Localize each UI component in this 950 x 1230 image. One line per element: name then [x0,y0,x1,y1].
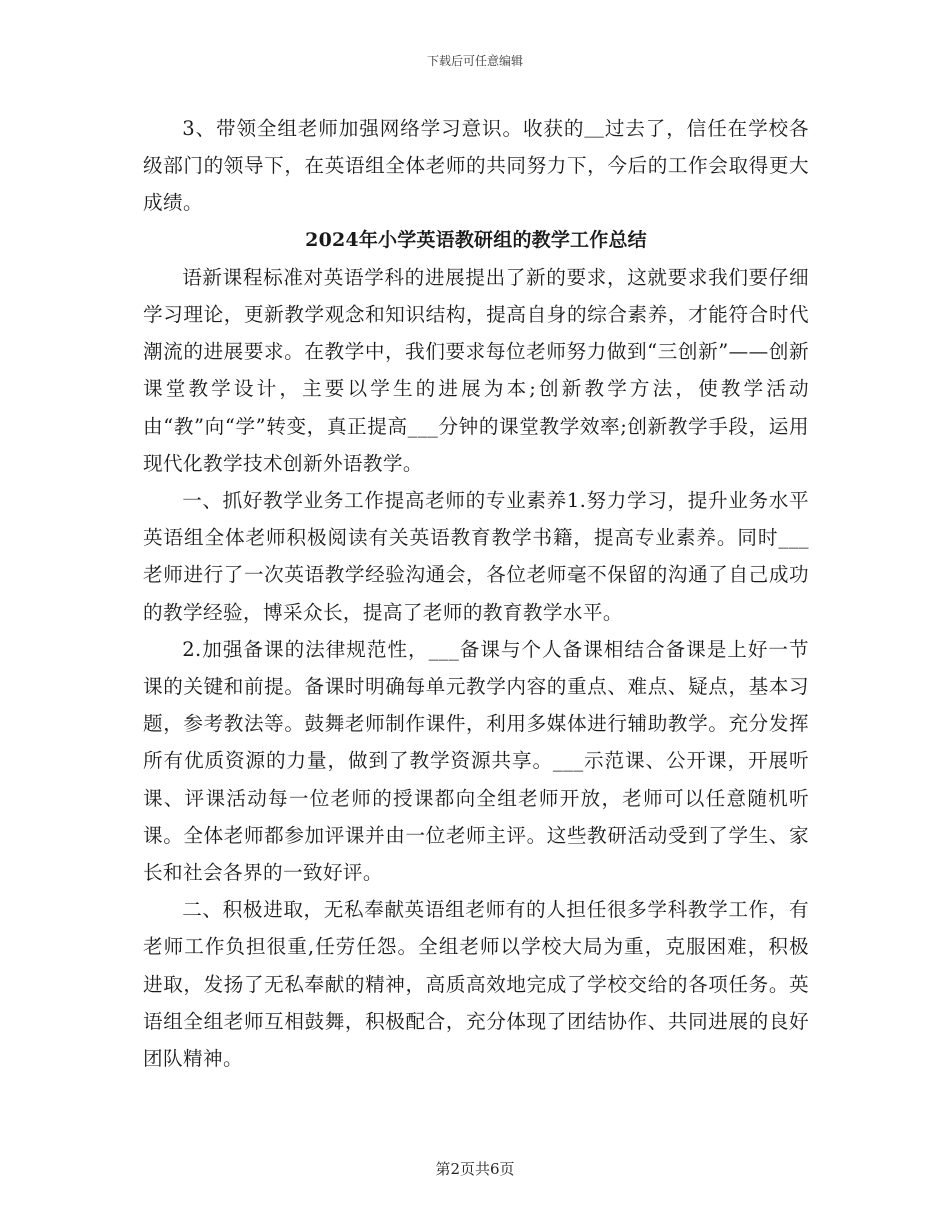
paragraph-intro: 3、带领全组老师加强网络学习意识。收获的＿过去了，信任在学校各级部门的领导下，在英语组全体老师的共同努力下，今后的工作会取得更大成绩。 [143,117,809,215]
paragraph-2: 一、抓好教学业务工作提高老师的专业素养1.努力学习，提升业务水平英语组全体老师积极阅读有关英语教育教学书籍，提高专业素养。同时___老师进行了一次英语教学经验沟通会，各位老师毫不保留的沟通了自己成功的教学经验，博采众长，提高了老师的教育教学水平。 [143,489,809,624]
page-header: 下载后可任意编辑 [426,54,523,68]
paragraph-3: 2.加强备课的法律规范性，___备课与个人备课相结合备课是上好一节课的关键和前提。备课时明确每单元教学内容的重点、难点、疑点，基本习题，参考教法等。鼓舞老师制作课件，利用多媒体进行辅助教学。充分发挥所有优质资源的力量，做到了教学资源共享。___示范课、公开课，开展听课、评课活动每一位老师的授课都向全组老师开放，老师可以任意随机听课。全体老师都参加评课并由一位老师主评。这些教研活动受到了学生、家长和社会各界的一致好评。 [143,637,809,885]
paragraph-1: 语新课程标准对英语学科的进展提出了新的要求，这就要求我们要仔细学习理论，更新教学观念和知识结构，提高自身的综合素养，才能符合时代潮流的进展要求。在教学中，我们要求每位老师努力做到“三创新”——创新课堂教学设计，主要以学生的进展为本;创新教学方法，使教学活动由“教”向“学”转变，真正提高___分钟的课堂教学效率;创新教学手段，运用现代化教学技术创新外语教学。 [143,265,809,475]
document-title: 2024年小学英语教研组的教学工作总结 [305,228,647,251]
document-body [143,110,809,1077]
paragraph-4: 二、积极进取，无私奉献英语组老师有的人担任很多学科教学工作，有老师工作负担很重,任劳任怨。全组老师以学校大局为重，克服困难，积极进取，发扬了无私奉献的精神，高质高效地完成了学校交给的各项任务。英语组全组老师互相鼓舞，积极配合，充分体现了团结协作、共同进展的良好团队精神。 [143,898,809,1071]
page-number-footer: 第2页共6页 [435,1160,515,1178]
